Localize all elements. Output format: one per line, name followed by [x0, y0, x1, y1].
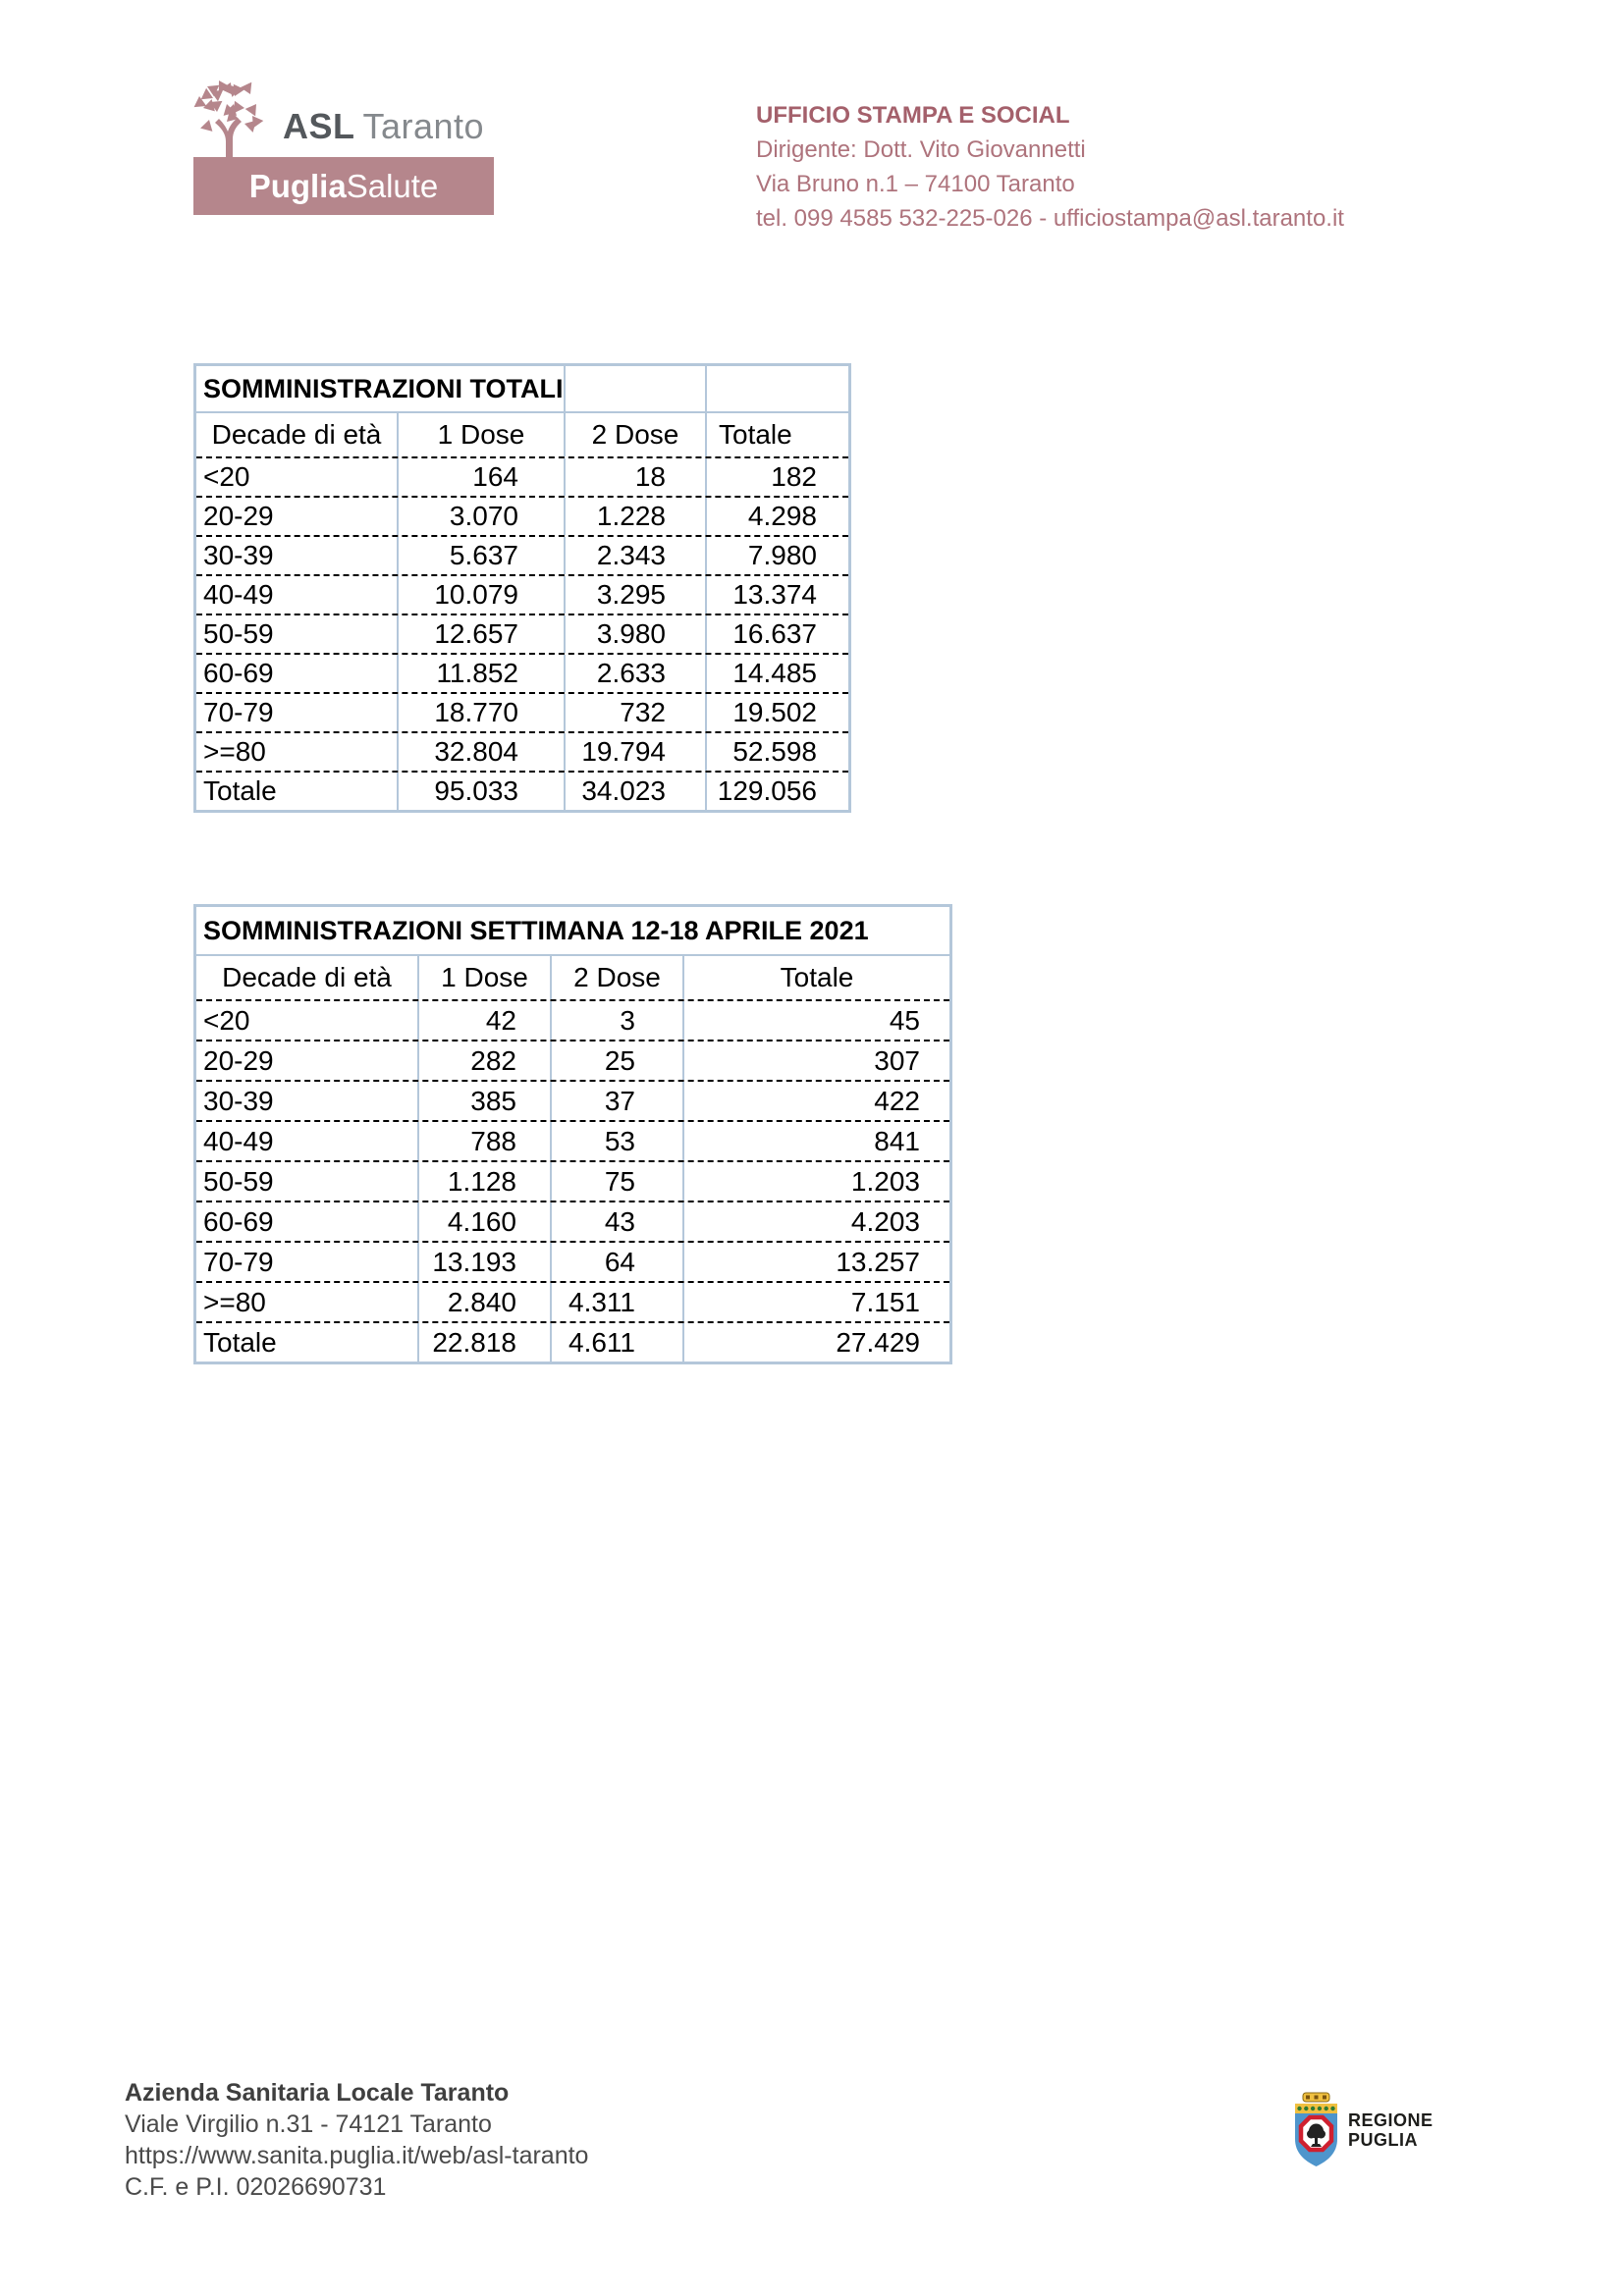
cell-value: 5.637	[399, 537, 566, 574]
cell-value: 22.818	[419, 1323, 552, 1362]
table-row	[196, 496, 848, 535]
table-title-row	[196, 907, 949, 956]
cell-value: 25	[552, 1041, 684, 1080]
cell-value: 64	[552, 1243, 684, 1281]
column-header: Totale	[719, 419, 792, 450]
table-row	[196, 574, 848, 614]
cell-value: 13.374	[732, 579, 817, 610]
cell-value: 2.343	[566, 537, 707, 574]
footer-org-name: Azienda Sanitaria Locale Taranto	[125, 2079, 510, 2107]
cell-value: 1.203	[850, 1165, 920, 1197]
cell-value: 788	[419, 1122, 552, 1160]
table-row	[196, 1201, 949, 1241]
org-name	[283, 106, 484, 147]
table-row	[196, 653, 848, 692]
row-label: 70-79	[196, 1243, 419, 1281]
cell-value: 42	[419, 1001, 552, 1040]
table-row	[196, 731, 848, 771]
cell-value: 3.070	[399, 498, 566, 535]
column-header: 2 Dose	[566, 413, 707, 456]
cell-value: 282	[419, 1041, 552, 1080]
press-office-address: Via Bruno n.1 – 74100 Taranto	[756, 171, 1075, 197]
banner-bold: Puglia	[248, 167, 347, 204]
org-name-rest: Taranto	[362, 106, 485, 146]
footer-block	[125, 2077, 588, 2203]
row-label: 30-39	[196, 537, 399, 574]
table-row	[196, 999, 949, 1040]
column-header: 1 Dose	[399, 413, 566, 456]
row-label: 50-59	[196, 615, 399, 653]
cell-value: 4.311	[552, 1283, 684, 1321]
org-name-bold: ASL	[283, 106, 355, 146]
cell-value: 10.079	[399, 576, 566, 614]
cell-value: 7.151	[850, 1286, 920, 1317]
asl-tree-icon	[193, 79, 266, 159]
table-row	[196, 1040, 949, 1080]
cell-value: 4.298	[747, 501, 817, 531]
row-label: 60-69	[196, 1202, 419, 1241]
row-label: 70-79	[196, 694, 399, 731]
table-body	[196, 456, 848, 810]
cell-value: 4.203	[850, 1205, 920, 1237]
cell-value: 19.502	[732, 697, 817, 727]
row-label: 30-39	[196, 1082, 419, 1120]
cell-value: 307	[874, 1044, 920, 1076]
puglia-salute-banner	[193, 157, 494, 215]
table-row	[196, 692, 848, 731]
cell-value: 43	[552, 1202, 684, 1241]
table-row	[196, 614, 848, 653]
row-label: Totale	[196, 773, 399, 810]
empty-cell	[707, 366, 848, 411]
column-header: Decade di età	[196, 956, 419, 999]
row-label: 20-29	[196, 1041, 419, 1080]
weekly-table	[193, 904, 952, 1364]
regione-puglia-crest-icon	[1293, 2092, 1339, 2168]
table-row	[196, 456, 848, 496]
column-header: 1 Dose	[419, 956, 552, 999]
cell-value: 3	[552, 1001, 684, 1040]
cell-value: 2.840	[419, 1283, 552, 1321]
cell-value: 45	[889, 1004, 920, 1036]
cell-value: 75	[552, 1162, 684, 1201]
regione-puglia-logo	[1293, 2092, 1434, 2168]
region-text-line2: PUGLIA	[1348, 2130, 1419, 2150]
cell-value: 52.598	[732, 736, 817, 767]
table-row	[196, 1321, 949, 1362]
cell-value: 14.485	[732, 658, 817, 688]
cell-value: 27.429	[836, 1326, 920, 1358]
cell-value: 129.056	[717, 775, 817, 806]
table-title: SOMMINISTRAZIONI TOTALI	[196, 366, 566, 411]
table-header-row	[196, 413, 848, 456]
row-label: <20	[196, 1001, 419, 1040]
cell-value: 4.611	[552, 1323, 684, 1362]
region-text-line1: REGIONE	[1348, 2110, 1434, 2130]
cell-value: 13.193	[419, 1243, 552, 1281]
cell-value: 385	[419, 1082, 552, 1120]
cell-value: 732	[566, 694, 707, 731]
cell-value: 34.023	[566, 773, 707, 810]
table-row	[196, 535, 848, 574]
cell-value: 164	[399, 458, 566, 496]
cell-value: 1.128	[419, 1162, 552, 1201]
row-label: Totale	[196, 1323, 419, 1362]
cell-value: 32.804	[399, 733, 566, 771]
table-title-row	[196, 366, 848, 413]
cell-value: 3.295	[566, 576, 707, 614]
press-office-contacts: tel. 099 4585 532-225-026 - ufficiostampa@asl.taranto.it	[756, 205, 1344, 232]
column-header: Decade di età	[196, 413, 399, 456]
cell-value: 841	[874, 1125, 920, 1156]
cell-value: 37	[552, 1082, 684, 1120]
press-office-title: UFFICIO STAMPA E SOCIAL	[756, 102, 1070, 129]
cell-value: 2.633	[566, 655, 707, 692]
cell-value: 4.160	[419, 1202, 552, 1241]
row-label: 50-59	[196, 1162, 419, 1201]
cell-value: 422	[874, 1085, 920, 1116]
row-label: >=80	[196, 733, 399, 771]
table-row	[196, 1281, 949, 1321]
table-header-row	[196, 956, 949, 999]
cell-value: 18.770	[399, 694, 566, 731]
row-label: 20-29	[196, 498, 399, 535]
banner-rest: Salute	[346, 167, 439, 204]
cell-value: 7.980	[747, 540, 817, 570]
footer-address: Viale Virgilio n.31 - 74121 Taranto	[125, 2110, 492, 2138]
table-row	[196, 1241, 949, 1281]
cell-value: 11.852	[399, 655, 566, 692]
cell-value: 53	[552, 1122, 684, 1160]
row-label: 40-49	[196, 1122, 419, 1160]
table-row	[196, 771, 848, 810]
cell-value: 95.033	[399, 773, 566, 810]
cell-value: 13.257	[836, 1246, 920, 1277]
cell-value: 12.657	[399, 615, 566, 653]
table-row	[196, 1080, 949, 1120]
cell-value: 19.794	[566, 733, 707, 771]
table-body	[196, 999, 949, 1362]
press-office-director: Dirigente: Dott. Vito Giovannetti	[756, 136, 1086, 163]
table-row	[196, 1160, 949, 1201]
region-logo-text	[1348, 2110, 1434, 2150]
table-title: SOMMINISTRAZIONI SETTIMANA 12-18 APRILE 2021	[203, 915, 869, 945]
row-label: <20	[196, 458, 399, 496]
cell-value: 182	[771, 461, 817, 492]
cell-value: 1.228	[566, 498, 707, 535]
row-label: 40-49	[196, 576, 399, 614]
column-header: Totale	[780, 962, 854, 992]
table-row	[196, 1120, 949, 1160]
cell-value: 18	[566, 458, 707, 496]
column-header: 2 Dose	[552, 956, 684, 999]
footer-tax-code: C.F. e P.I. 02026690731	[125, 2173, 387, 2201]
empty-cell	[566, 366, 707, 411]
row-label: >=80	[196, 1283, 419, 1321]
cell-value: 16.637	[732, 618, 817, 649]
footer-url: https://www.sanita.puglia.it/web/asl-taranto	[125, 2142, 589, 2169]
totals-table	[193, 363, 851, 813]
cell-value: 3.980	[566, 615, 707, 653]
press-office-block	[756, 98, 1344, 236]
row-label: 60-69	[196, 655, 399, 692]
